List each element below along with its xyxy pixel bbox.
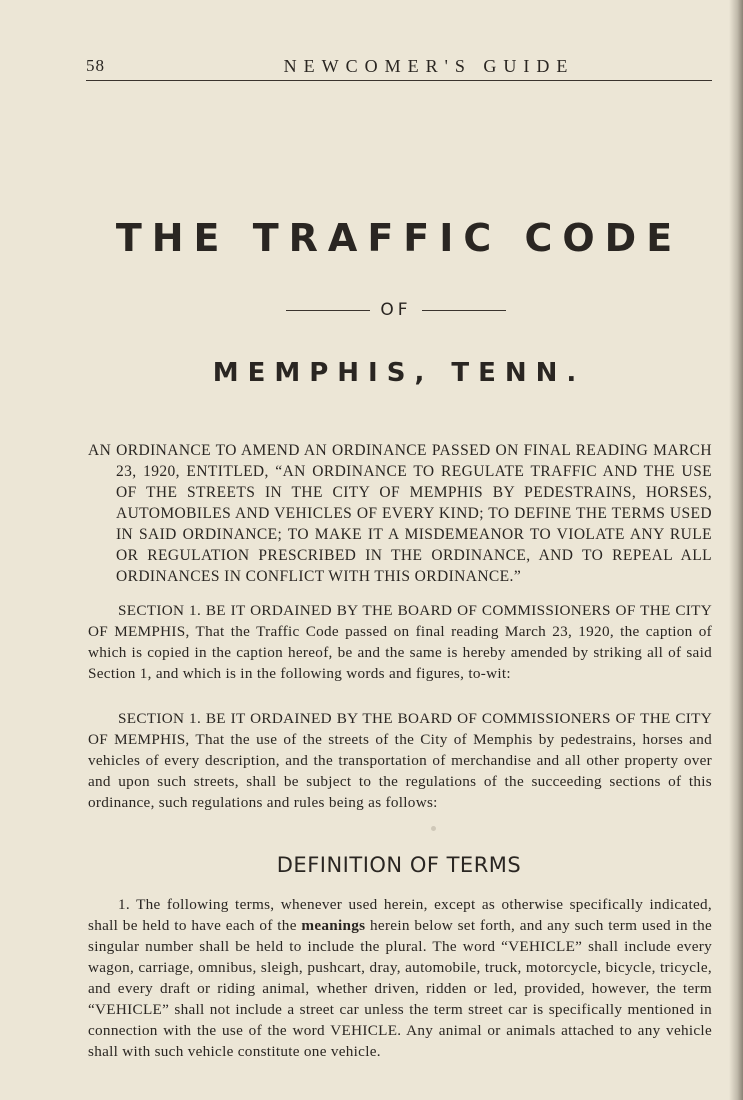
of-divider [286,300,506,322]
ordinance-caption: AN ORDINANCE TO AMEND AN ORDINANCE PASSED ON FINAL READING MARCH 23, 1920, ENTITLED, “AN ORDINANCE TO REGULATE TRAFFIC AND THE USE OF THE STREETS IN THE CITY OF MEMPHIS BY PEDESTRAINS, HORSES, AUTOMOBILES AND VEHICLES OF EVERY KIND; TO DEFINE THE TERMS USED IN SAID ORDINANCE; TO MAKE IT A MISDEMEANOR TO VIOLATE ANY RULE OR REGULATION PRESCRIBED IN THE ORDINANCE, AND TO REPEAL ALL ORDINANCES IN CONFLICT WITH THIS ORDINANCE.” [88,442,712,585]
running-title: NEWCOMER'S GUIDE [283,56,575,76]
running-header [86,56,712,82]
section-amend-paragraph: SECTION 1. BE IT ORDAINED BY THE BOARD OF COMMISSIONERS OF THE CITY OF MEMPHIS, That the Traffic Code passed on final reading March 23, 1920, the caption of which is copied in the caption hereof, be and the same is hereby amended by striking all of said Section 1, and which is in the following words and figures, to-wit: [88,602,712,682]
section-ordained-paragraph: SECTION 1. BE IT ORDAINED BY THE BOARD OF COMMISSIONERS OF THE CITY OF MEMPHIS, That the use of the streets of the City of Memphis by pedestrains, horses and vehicles of every description, and the transportation of merchandise and all other property over and upon such streets, shall be subject to the regulations of the succeeding sections of this ordinance, such regulations and rules being as follows: [88,710,712,811]
definitions-text-start: 1. The following terms, whenever used herein, except as otherwise specifically indicated, shall be held to have each of the [88,896,712,934]
definitions-paragraph [88,894,712,1062]
paper-speck [431,826,436,831]
divider-rule-right [422,310,506,311]
of-word: OF [380,300,412,320]
definitions-heading: DEFINITION OF TERMS [276,853,522,877]
page-binding-shadow [729,0,743,1100]
header-rule [86,80,712,81]
page-number: 58 [86,56,105,75]
divider-rule-left [286,310,370,311]
page-subtitle: MEMPHIS, TENN. [212,358,586,388]
definitions-bold-word: meanings [301,917,366,934]
page-title: THE TRAFFIC CODE [115,216,683,260]
definitions-text-end: herein below set forth, and any such term used in the singular number shall be held to include the plural. The word “VEHICLE” shall include every wagon, carriage, omnibus, sleigh, pushcart, dray, automobile, truck, motorcycle, bicycle, tricycle, and every draft or riding animal, whether driven, ridden or led, provided, however, the term “VEHICLE” shall not include a street car unless the term street car is specifically mentioned in connection with the use of the word VEHICLE. Any animal or animals attached to any vehicle shall with such vehicle constitute one vehicle. [88,917,713,1060]
